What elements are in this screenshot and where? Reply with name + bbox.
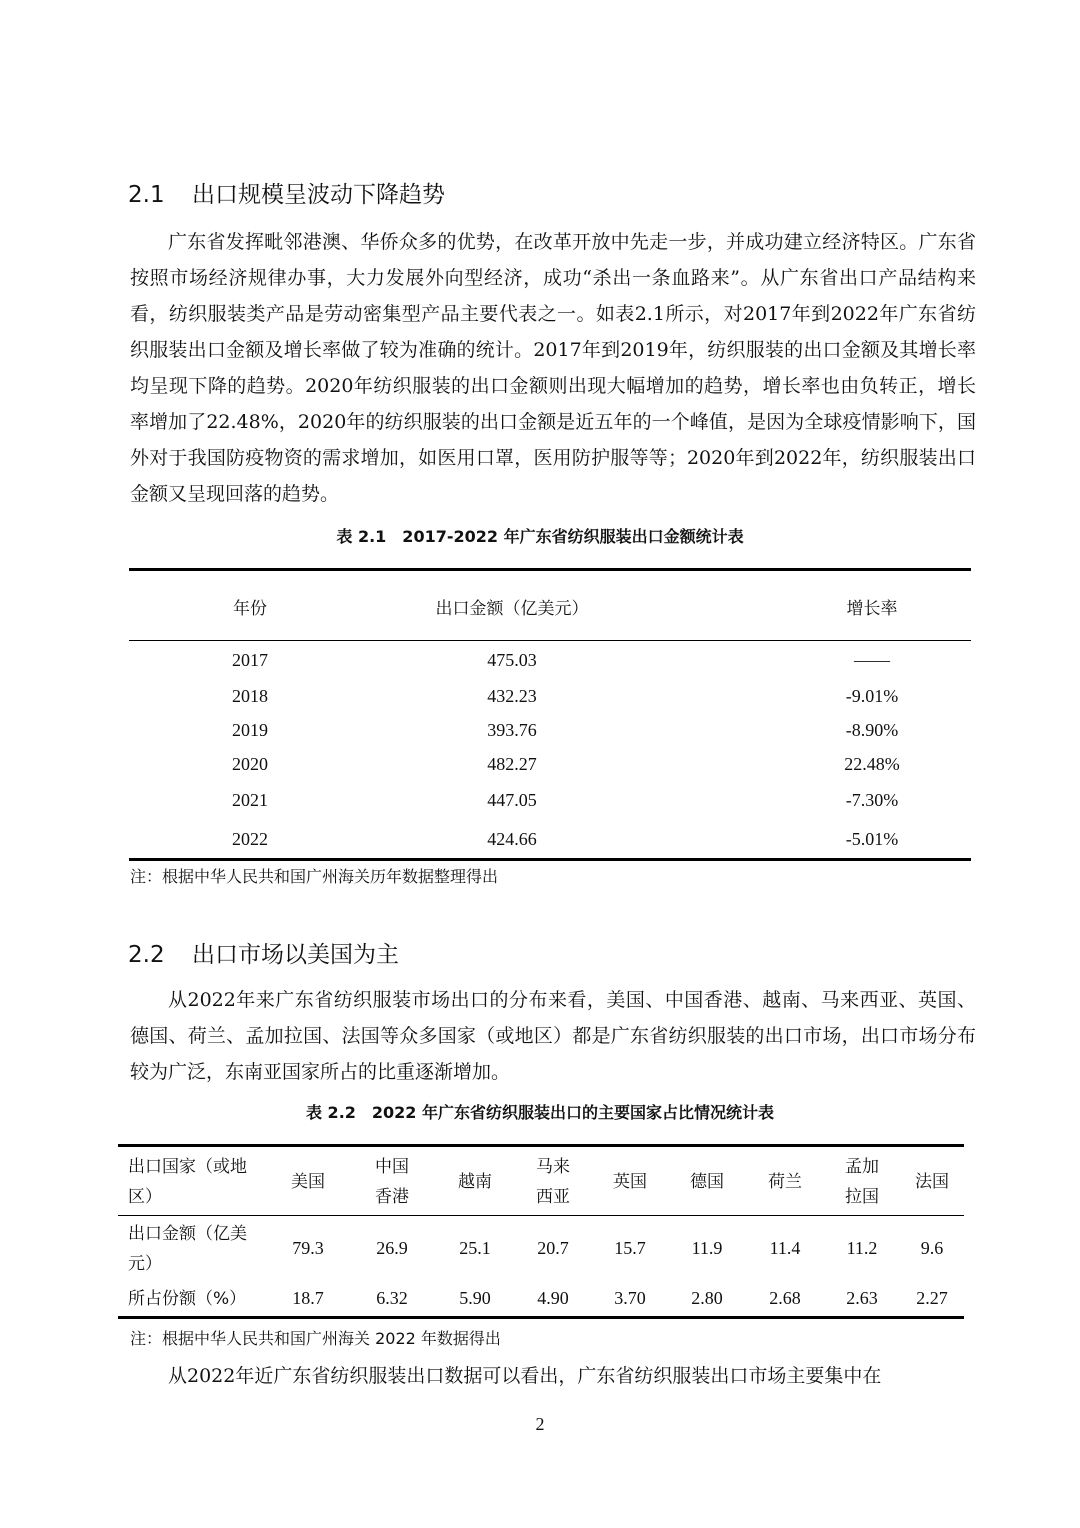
- page-number: 2: [535, 1414, 545, 1434]
- amount-cell: 11.2: [846, 1238, 878, 1258]
- table-cell: 393.76: [487, 720, 537, 740]
- table-header-rule: [118, 1215, 964, 1216]
- table-header-label: 出口国家（或地区）: [128, 1157, 247, 1207]
- table-cell: ——: [854, 650, 890, 670]
- amount-cell: 15.7: [614, 1238, 646, 1258]
- amount-cell: 9.6: [920, 1238, 944, 1258]
- country-header-cell: 法国: [915, 1172, 949, 1192]
- amount-cell: 20.7: [537, 1238, 569, 1258]
- table-cell: -9.01%: [845, 686, 899, 706]
- amount-cell: 25.1: [459, 1238, 491, 1258]
- country-header-cell: 马来西亚: [536, 1157, 570, 1207]
- body-paragraph-1: 广东省发挥毗邻港澳、华侨众多的优势，在改革开放中先走一步，并成功建立经济特区。广东省按照市场经济规律办事，大力发展外向型经济，成功“杀出一条血路来”。从广东省出口产品结构来看，纺织服装类产品是劳动密集型产品主要代表之一。如表2.1所示，对2017年到2022年广东省纺织服装出口金额及增长率做了较为准确的统计。2017年到2019年，纺织服装的出口金额及其增长率均呈现下降的趋势。2020年纺织服装的出口金额则出现大幅增加的趋势，增长率也由负转正，增长率增加了22.48%，2020年的纺织服装的出口金额是近五年的一个峰值，是因为全球疫情影响下，国外对于我国防疫物资的需求增加，如医用口罩，医用防护服等等；2020年到2022年，纺织服装出口金额又呈现回落的趋势。: [130, 231, 976, 505]
- table-bottom-rule: [129, 858, 971, 861]
- country-header-cell: 美国: [291, 1172, 325, 1192]
- table-cell: 2021: [232, 790, 268, 810]
- table-row-label: 所占份额（%）: [128, 1289, 247, 1309]
- share-cell: 18.7: [292, 1288, 324, 1308]
- share-cell: 2.68: [769, 1288, 801, 1308]
- table-header-cell: 增长率: [846, 599, 898, 619]
- table-cell: 447.05: [487, 790, 537, 810]
- section-number: 2.1: [128, 182, 165, 208]
- body-paragraph-3: 从2022年近广东省纺织服装出口数据可以看出，广东省纺织服装出口市场主要集中在: [168, 1365, 882, 1387]
- table-caption-2-1: 表 2.1 2017-2022 年广东省纺织服装出口金额统计表: [336, 527, 744, 546]
- table-cell: 424.66: [487, 829, 537, 849]
- body-paragraph-2: 从2022年来广东省纺织服装市场出口的分布来看，美国、中国香港、越南、马来西亚、英国、德国、荷兰、孟加拉国、法国等众多国家（或地区）都是广东省纺织服装的出口市场，出口市场分布较为广泛，东南亚国家所占的比重逐渐增加。: [130, 989, 976, 1083]
- table-cell: 432.23: [487, 686, 537, 706]
- share-cell: 3.70: [614, 1288, 646, 1308]
- table-cell: -8.90%: [845, 720, 899, 740]
- table-header-cell: 出口金额（亿美元）: [435, 599, 589, 619]
- amount-cell: 26.9: [376, 1238, 408, 1258]
- amount-cell: 11.9: [691, 1238, 723, 1258]
- table-cell: 22.48%: [844, 754, 900, 774]
- table-row-label: 出口金额（亿美元）: [128, 1224, 247, 1274]
- table-header-cell: 年份: [233, 599, 267, 619]
- share-cell: 4.90: [537, 1288, 569, 1308]
- amount-cell: 79.3: [292, 1238, 324, 1258]
- table-top-rule: [118, 1144, 964, 1147]
- table-header-rule: [129, 640, 971, 641]
- country-header-cell: 英国: [613, 1172, 647, 1192]
- country-header-cell: 中国香港: [375, 1157, 409, 1207]
- share-cell: 6.32: [376, 1288, 408, 1308]
- table-note-2-2: 注：根据中华人民共和国广州海关 2022 年数据得出: [130, 1329, 501, 1348]
- section-heading-2-1: [128, 176, 445, 209]
- amount-cell: 11.4: [769, 1238, 801, 1258]
- country-header-cell: 荷兰: [768, 1172, 802, 1192]
- share-cell: 2.27: [916, 1288, 948, 1308]
- table-cell: 475.03: [487, 650, 537, 670]
- table-cell: 2018: [232, 686, 268, 706]
- share-cell: 2.63: [846, 1288, 878, 1308]
- table-note-2-1: 注：根据中华人民共和国广州海关历年数据整理得出: [130, 867, 499, 886]
- country-header-cell: 孟加拉国: [845, 1157, 879, 1207]
- table-caption-2-2: 表 2.2 2022 年广东省纺织服装出口的主要国家占比情况统计表: [305, 1103, 775, 1122]
- section-title: 出口市场以美国为主: [192, 942, 399, 968]
- country-header-cell: 越南: [458, 1172, 492, 1192]
- table-cell: 482.27: [487, 754, 537, 774]
- share-cell: 2.80: [691, 1288, 723, 1308]
- table-cell: 2020: [232, 754, 268, 774]
- share-cell: 5.90: [459, 1288, 491, 1308]
- table-cell: 2019: [232, 720, 268, 740]
- table-bottom-rule: [118, 1316, 964, 1319]
- table-top-rule: [129, 568, 971, 571]
- section-number: 2.2: [128, 942, 165, 968]
- section-heading-2-2: [128, 936, 399, 969]
- section-title: 出口规模呈波动下降趋势: [192, 182, 445, 208]
- table-cell: 2017: [232, 650, 268, 670]
- country-header-cell: 德国: [690, 1172, 724, 1192]
- table-cell: -7.30%: [845, 790, 899, 810]
- table-cell: 2022: [232, 829, 268, 849]
- table-cell: -5.01%: [845, 829, 899, 849]
